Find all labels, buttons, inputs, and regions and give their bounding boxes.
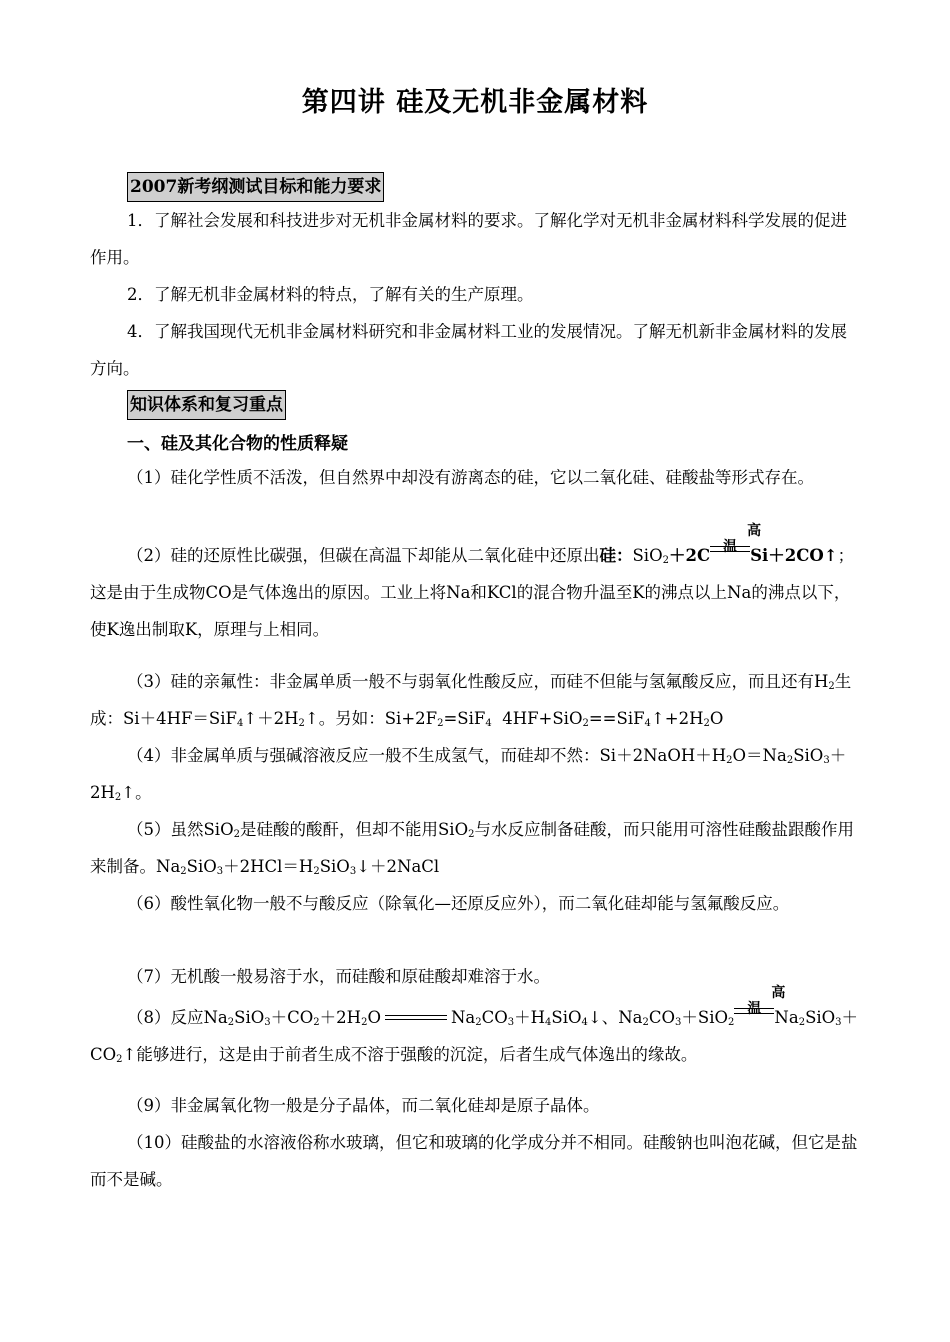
condition-label: 高温 bbox=[723, 523, 762, 555]
text: （8）反应Na bbox=[127, 1008, 228, 1027]
subscript: 4 bbox=[545, 1017, 552, 1028]
text: ↑。另如：Si+2F bbox=[304, 709, 438, 728]
text: SiO bbox=[551, 1008, 582, 1027]
text: ＋SiO bbox=[681, 1008, 729, 1027]
subscript: 2 bbox=[728, 1017, 735, 1028]
subscript: 2 bbox=[642, 1017, 649, 1028]
paragraph-2 bbox=[90, 523, 862, 648]
paragraph-4 bbox=[90, 737, 862, 811]
text: O bbox=[367, 1008, 381, 1027]
subscript: 4 bbox=[485, 718, 492, 729]
subscript: 2 bbox=[313, 866, 320, 877]
p2-text-rest: ；这是由于生成物CO是气体逸出的原因。工业上将Na和KCl的混合物升温至K的沸点以上Na的沸点以下，使K逸出制取K，原理与上相同。 bbox=[90, 546, 855, 639]
text: （4）非金属单质与强碱溶液反应一般不生成氢气，而硅却不然：Si＋2NaOH＋H bbox=[127, 746, 727, 765]
text: Na bbox=[774, 1008, 799, 1027]
subscript: 3 bbox=[835, 1017, 842, 1028]
text: SiO bbox=[793, 746, 824, 765]
text: ＋2HCl＝H bbox=[223, 857, 314, 876]
subscript: 2 bbox=[468, 829, 475, 840]
subscript: 2 bbox=[475, 1017, 482, 1028]
paragraph-5 bbox=[90, 811, 862, 885]
text: ==SiF bbox=[588, 709, 645, 728]
subscript: 3 bbox=[675, 1017, 682, 1028]
text: ↑+2H bbox=[650, 709, 704, 728]
formula-text: ＋2C bbox=[668, 546, 711, 565]
text: ↓、Na bbox=[587, 1008, 643, 1027]
subscript: 2 bbox=[726, 755, 733, 766]
subscript: 4 bbox=[644, 718, 651, 729]
formula-text: SiO bbox=[632, 546, 663, 565]
requirement-1: 1．了解社会发展和科技进步对无机非金属材料的要求。了解化学对无机非金属材料科学发展的促进作用。 bbox=[90, 211, 847, 267]
paragraph-1: （1）硅化学性质不活泼，但自然界中却没有游离态的硅，它以二氧化硅、硅酸盐等形式存在。 bbox=[127, 468, 814, 487]
p2-bold: 硅： bbox=[599, 546, 633, 565]
subscript: 3 bbox=[823, 755, 830, 766]
text: =SiF bbox=[443, 709, 486, 728]
paragraph-9: （9）非金属氧化物一般是分子晶体，而二氧化硅却是原子晶体。 bbox=[127, 1096, 600, 1115]
subscript: 2 bbox=[114, 792, 122, 803]
subscript: 2 bbox=[786, 755, 794, 766]
text: SiO bbox=[319, 857, 350, 876]
page-title: 第四讲 硅及无机非金属材料 bbox=[301, 87, 649, 118]
text: ＋2H bbox=[319, 1008, 362, 1027]
subscript: 2 bbox=[313, 1017, 320, 1028]
subscript: 2 bbox=[828, 681, 835, 692]
p2-text: （2）硅的还原性比碳强，但碳在高温下却能从二氧化硅中还原出 bbox=[127, 546, 600, 565]
subheading-silicon-properties: 一、硅及其化合物的性质释疑 bbox=[127, 434, 348, 454]
text: ＋H bbox=[514, 1008, 546, 1027]
subscript: 2 bbox=[227, 1017, 235, 1028]
paragraph-3 bbox=[90, 663, 862, 737]
subscript: 2 bbox=[798, 1017, 806, 1028]
subscript: 2 bbox=[116, 1054, 123, 1065]
subscript: 3 bbox=[507, 1017, 515, 1028]
subscript: 2 bbox=[703, 718, 710, 729]
text: Na bbox=[450, 1008, 476, 1027]
subscript: 2 bbox=[662, 555, 669, 566]
condition-label: 高温 bbox=[747, 985, 786, 1017]
text: 与水反应制备硅酸，而只能用可溶性硅酸盐跟酸作用来制备。Na bbox=[90, 820, 854, 876]
subscript: 3 bbox=[264, 1017, 271, 1028]
requirement-2: 2．了解无机非金属材料的特点，了解有关的生产原理。 bbox=[127, 285, 534, 304]
text: （5）虽然SiO bbox=[127, 820, 234, 839]
text: ＋CO bbox=[270, 1008, 314, 1027]
text: ↓＋2NaCl bbox=[356, 857, 440, 876]
section-heading-knowledge-system: 知识体系和复习重点 bbox=[127, 390, 286, 420]
text: ↑能够进行，这是由于前者生成不溶于强酸的沉淀，后者生成气体逸出的缘故。 bbox=[122, 1045, 698, 1064]
text: SiO bbox=[234, 1008, 265, 1027]
subscript: 4 bbox=[236, 718, 244, 729]
text: CO bbox=[648, 1008, 676, 1027]
subscript: 2 bbox=[437, 718, 444, 729]
text: SiO bbox=[186, 857, 217, 876]
subscript: 2 bbox=[233, 829, 240, 840]
formula-text: Si＋2CO↑ bbox=[750, 546, 838, 565]
subscript: 3 bbox=[216, 866, 224, 877]
subscript: 2 bbox=[298, 718, 305, 729]
text: （3）硅的亲氟性：非金属单质一般不与弱氧化性酸反应，而硅不但能与氢氟酸反应，而且还有H bbox=[127, 672, 829, 691]
subscript: 2 bbox=[582, 718, 589, 729]
subscript: 3 bbox=[349, 866, 357, 877]
paragraph-8 bbox=[90, 985, 862, 1073]
subscript: 2 bbox=[361, 1017, 368, 1028]
paragraph-7: （7）无机酸一般易溶于水，而硅酸和原硅酸却难溶于水。 bbox=[127, 967, 550, 986]
text: O bbox=[709, 709, 724, 728]
text: 生成：Si＋4HF＝SiF bbox=[90, 672, 852, 728]
high-temperature-equals-sign bbox=[734, 985, 786, 1019]
text: ＋CO bbox=[90, 1008, 859, 1064]
subscript: 2 bbox=[180, 866, 187, 877]
text: CO bbox=[481, 1008, 508, 1027]
text: ＋2H bbox=[90, 746, 847, 802]
section-heading-exam-requirements: 2007新考纲测试目标和能力要求 bbox=[127, 172, 384, 202]
equals-sign-long bbox=[385, 1015, 447, 1023]
text: ↑＋2H bbox=[243, 709, 299, 728]
requirement-4: 4．了解我国现代无机非金属材料研究和非金属材料工业的发展情况。了解无机新非金属材料的发展方向。 bbox=[90, 322, 847, 378]
text: ↑。 bbox=[121, 783, 152, 802]
high-temperature-equals-sign bbox=[710, 523, 762, 557]
text: O＝Na bbox=[732, 746, 787, 765]
paragraph-6: （6）酸性氧化物一般不与酸反应（除氧化—还原反应外），而二氧化硅却能与氢氟酸反应。 bbox=[127, 894, 790, 913]
subscript: 4 bbox=[581, 1017, 588, 1028]
text: 是硅酸的酸酐，但却不能用SiO bbox=[239, 820, 469, 839]
text: 4HF+SiO bbox=[491, 709, 583, 728]
paragraph-10: （10）硅酸盐的水溶液俗称水玻璃，但它和玻璃的化学成分并不相同。硅酸钠也叫泡花碱，但它是盐而不是碱。 bbox=[90, 1133, 858, 1189]
text: SiO bbox=[805, 1008, 836, 1027]
